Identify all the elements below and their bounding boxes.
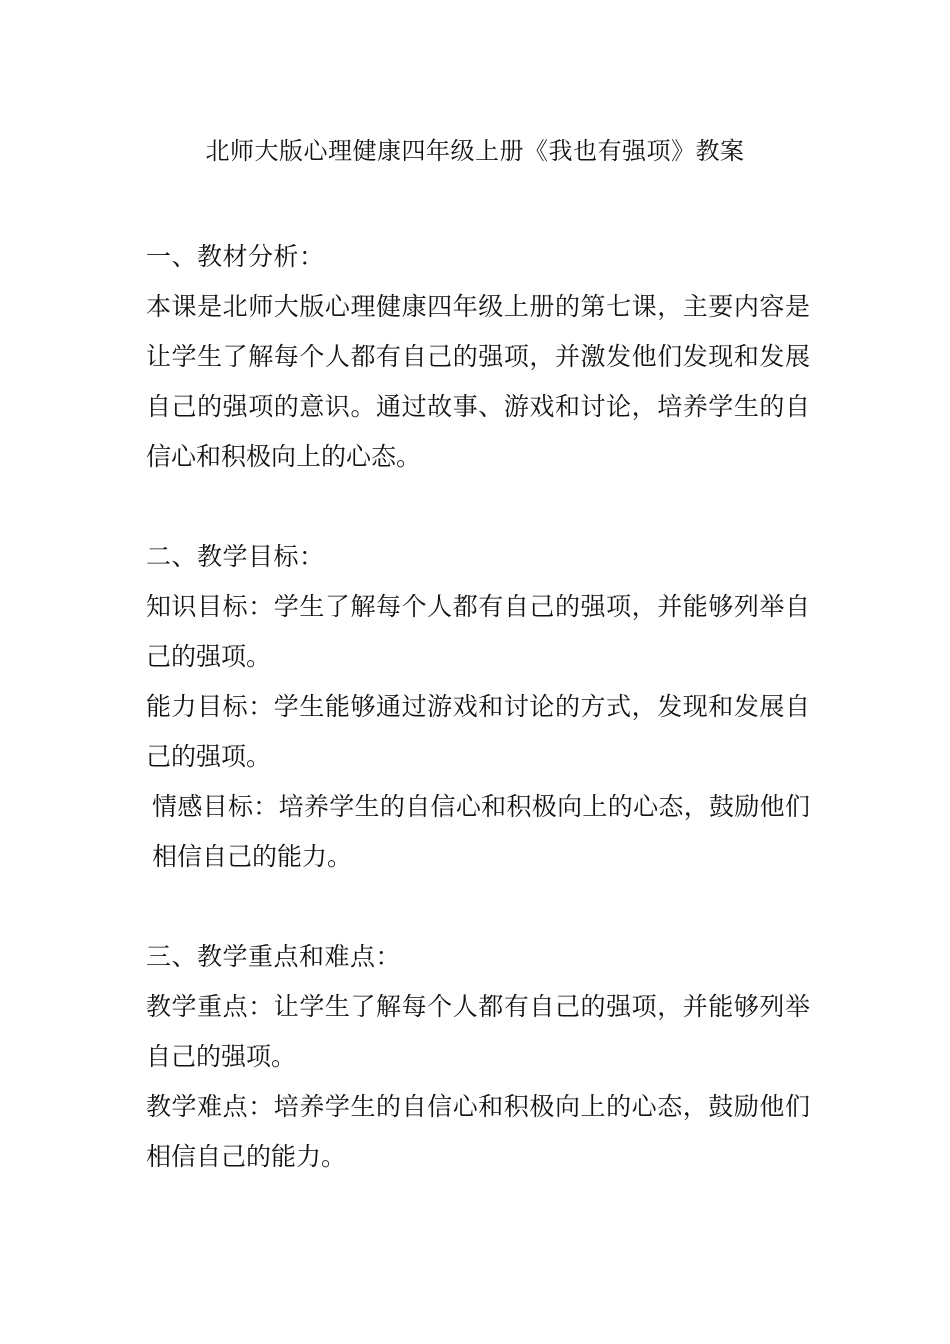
- objective-knowledge: 知识目标：学生了解每个人都有自己的强项，并能够列举自己的强项。: [146, 592, 810, 671]
- document-body: [146, 232, 810, 1182]
- objective-ability: 能力目标：学生能够通过游戏和讨论的方式，发现和发展自己的强项。: [146, 692, 810, 771]
- document-title: 北师大版心理健康四年级上册《我也有强项》教案: [205, 137, 745, 165]
- objective-emotion: 情感目标：培养学生的自信心和积极向上的心态，鼓励他们相信自己的能力。: [152, 792, 810, 871]
- section-paragraph: 本课是北师大版心理健康四年级上册的第七课，主要内容是让学生了解每个人都有自己的强项，并激发他们发现和发展自己的强项的意识。通过故事、游戏和讨论，培养学生的自信心和积极向上的心态。: [146, 292, 810, 471]
- section-heading: 二、教学目标：: [146, 542, 325, 571]
- section-spacer: [146, 482, 810, 532]
- section-heading: 一、教材分析：: [146, 242, 325, 271]
- key-point: 教学重点：让学生了解每个人都有自己的强项，并能够列举自己的强项。: [146, 992, 810, 1071]
- section-heading: 三、教学重点和难点：: [146, 942, 402, 971]
- section-key-and-difficult-points: [146, 932, 810, 1182]
- section-spacer: [146, 882, 810, 932]
- difficult-point: 教学难点：培养学生的自信心和积极向上的心态，鼓励他们相信自己的能力。: [146, 1092, 810, 1171]
- section-teaching-objectives: [146, 532, 810, 882]
- section-textbook-analysis: [146, 232, 810, 482]
